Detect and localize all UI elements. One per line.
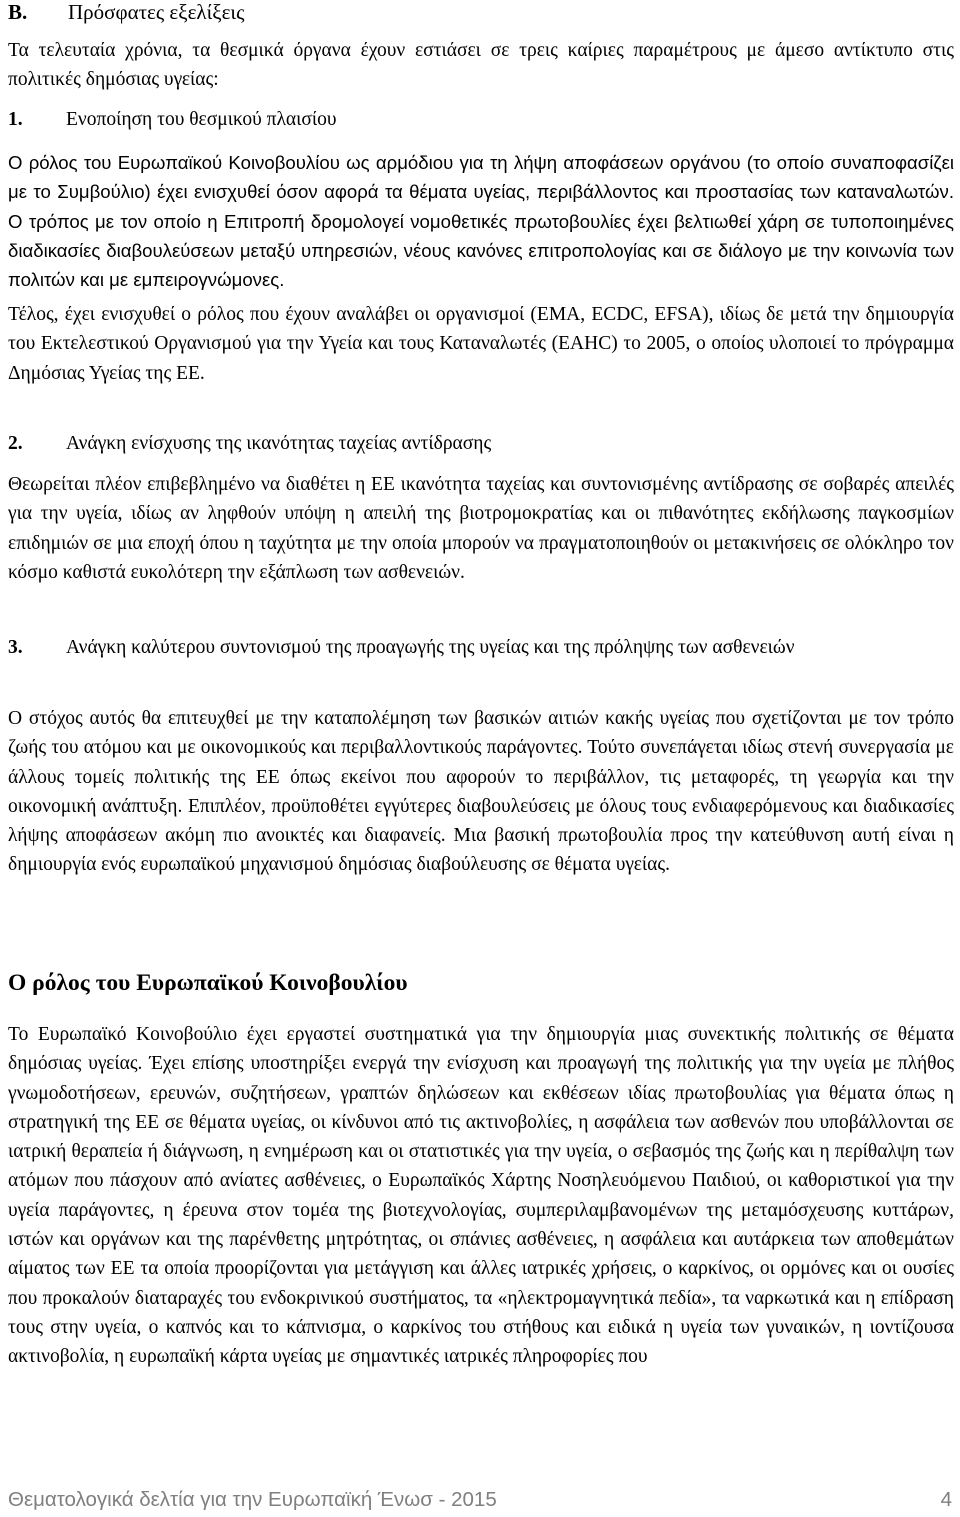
- page-footer: [8, 1486, 956, 1514]
- item-3-number: 3.: [8, 637, 23, 658]
- item-1-body-part1: Ο ρόλος του Ευρωπαϊκού Κοινοβουλίου ως αρμόδιου για τη λήψη αποφάσεων οργάνου (το οποίο συναποφασίζει με το Συμβούλιο) έχει ενισχυθεί όσον αφορά τα θέματα υγείας, περιβάλλοντος και προστασίας των καταναλωτών. Ο τρόπος με τον οποίο η Επιτροπή δρομολογεί νομοθετικές πρωτοβουλίες έχει βελτιωθεί χάρη σε τυποποιημένες διαδικασίες διαβουλεύσεων μεταξύ υπηρεσιών, νέους κανόνες επιτροπολογίας και σε διάλογο με την κοινωνία των πολιτών και με εμπειρογνώμονες.: [8, 152, 954, 291]
- item-1-number: 1.: [8, 109, 23, 130]
- item-2-heading: [8, 430, 491, 458]
- item-3-title: Ανάγκη καλύτερου συντονισμού της προαγωγής της υγείας και της πρόληψης των ασθενειών: [66, 637, 795, 658]
- intro-paragraph: Τα τελευταία χρόνια, τα θεσμικά όργανα έχουν εστιάσει σε τρεις καίριες παραμέτρους με άμεσο αντίκτυπο στις πολιτικές δημόσιας υγείας:: [8, 40, 954, 91]
- item-1-heading: [8, 106, 337, 134]
- item-1-body-part2: [8, 300, 954, 388]
- item-1-title: Ενοποίηση του θεσμικού πλαισίου: [66, 109, 337, 130]
- item-2-title: Ανάγκη ενίσχυσης της ικανότητας ταχείας αντίδρασης: [66, 433, 492, 454]
- section-heading: [8, 0, 244, 26]
- section-title: Πρόσφατες εξελίξεις: [68, 0, 245, 24]
- ep-role-body: Το Ευρωπαϊκό Κοινοβούλιο έχει εργαστεί συστηματικά για την δημιουργία μιας συνεκτικής πολιτικής σε θέματα δημόσιας υγείας. Έχει επίσης υποστηρίξει ενεργά την ενίσχυση και προαγωγή της πολιτικής για την υγεία με πλήθος γνωμοδοτήσεων, ερευνών, συζητήσεων, γραπτών δηλώσεων και εκθέσεων ιδίας πρωτοβουλίας για θέματα όπως η στρατηγική της ΕΕ σε θέματα υγείας, οι κίνδυνοι από τις ακτινοβολίες, η ασφάλεια των ασθενών που υποβάλλονται σε ιατρική θεραπεία ή διάγνωση, η ενημέρωση και οι στατιστικές για την υγεία, ο σεβασμός της ζωής και η περίθαλψη των ατόμων που πάσχουν από ανίατες ασθένειες, ο Ευρωπαϊκός Χάρτης Νοσηλευόμενου Παιδιού, οι καθοριστικοί για την υγεία παράγοντες, η έρευνα στον τομέα της βιοτεχνολογίας, συμπεριλαμβανομένων της μεταμόσχευσης κυττάρων, ιστών και οργάνων και της παρένθετης μητρότητας, οι σπάνιες ασθένειες, η ασφάλεια και αυτάρκεια των αποθεμάτων αίματος των ΕΕ τα οποία προορίζονται για μετάγγιση και άλλες ιατρικές χρήσεις, ο καρκίνος, οι ορμόνες και οι ουσίες που προκαλούν διαταραχές του ενδοκρινικού συστήματος, τα «ηλεκτρομαγνητικά πεδία», τα ναρκωτικά και η επίδραση τους στην υγεία, ο καπνός και το κάπνισμα, ο καρκίνος του στήθους και ειδικά η υγεία των γυναικών, η ιοντίζουσα ακτινοβολία, η ευρωπαϊκή κάρτα υγείας με σημαντικές ιατρικές πληροφορίες που: [8, 1024, 954, 1368]
- item-1-body-part2-text: Τέλος, έχει ενισχυθεί ο ρόλος που έχουν αναλάβει οι οργανισμοί (ΕΜΑ, ECDC, EFSA), ιδίως δε μετά την δημιουργία του Εκτελεστικού Οργανισμού για την Υγεία και τους Καταναλωτές (ΕΑΗC) το 2005, ο οποίος υλοποιεί το πρόγραμμα Δημόσιας Υγείας της ΕΕ.: [8, 304, 954, 384]
- section-letter: B.: [8, 0, 28, 24]
- item-2-body: Θεωρείται πλέον επιβεβλημένο να διαθέτει η ΕΕ ικανότητα ταχείας και συντονισμένης αντίδρασης σε σοβαρές απειλές για την υγεία, ιδίως αν ληφθούν υπόψη η απειλή της βιοτρομοκρατίας και οι πιθανότητες εκδήλωσης παγκοσμίων επιδημιών σε μια εποχή όπου η ταχύτητα με την οποία μπορούν να πραγματοποιηθούν οι μετακινήσεις σε ολόκληρο τον κόσμο καθιστά ευκολότερη την εξάπλωση των ασθενειών.: [8, 474, 954, 583]
- footer-text: Θεματολογικά δελτία για την Ευρωπαϊκή Ένωσ - 2015: [8, 1488, 497, 1511]
- item-3-heading: [8, 633, 954, 663]
- item-2-number: 2.: [8, 433, 23, 454]
- item-3-body: Ο στόχος αυτός θα επιτευχθεί με την καταπολέμηση των βασικών αιτιών κακής υγείας που σχετίζονται με τον τρόπο ζωής του ατόμου και με οικονομικούς και περιβαλλοντικούς παράγοντες. Τούτο συνεπάγεται ιδίως στενή συνεργασία με άλλους τομείς πολιτικής της ΕΕ όπως εκείνοι που αφορούν το περιβάλλον, τις μεταφορές, τη γεωργία και την οικονομική ανάπτυξη. Επιπλέον, προϋποθέτει εγγύτερες διαβουλεύσεις με όλους τους ενδιαφερόμενους και διαδικασίες λήψης αποφάσεων ακόμη πιο ανοικτές και διαφανείς. Μια βασική πρωτοβουλία προς την κατεύθυνση αυτή είναι η δημιουργία ενός ευρωπαϊκού μηχανισμού δημόσιας διαβούλευσης σε θέματα υγείας.: [8, 708, 954, 876]
- ep-role-heading: Ο ρόλος του Ευρωπαϊκού Κοινοβουλίου: [8, 970, 408, 996]
- page-number: 4: [940, 1488, 952, 1511]
